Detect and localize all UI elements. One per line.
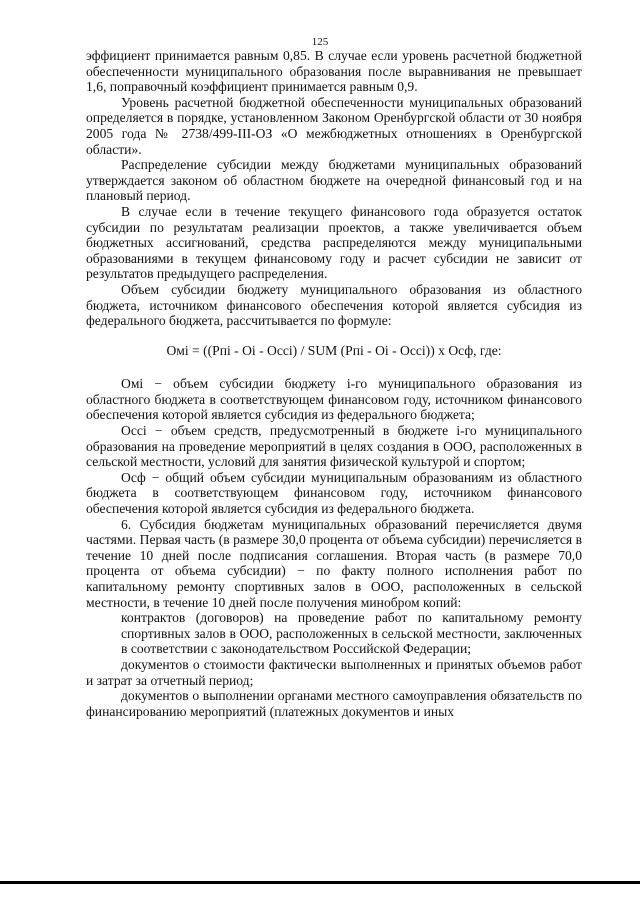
definition-ossi: Осcі − объем средств, предусмотренный в бюджете і-го муниципального образования на проведение мероприятий в целях создания в ООО, расположенных в сельской местности, условий для занятия физической культурой и спортом; (86, 423, 582, 470)
list-item-obligation-documents: документов о выполнении органами местного самоуправления обязательств по финансированию мероприятий (платежных документов и иных (86, 688, 582, 719)
paragraph-budget-level: Уровень расчетной бюджетной обеспеченности муниципальных образований определяется в порядке, установленном Законом Оренбургской области от 30 ноября 2005 года № 2738/499-III-ОЗ «О межбюджетных отношениях в Оренбургской области». (86, 94, 582, 157)
document-body (86, 48, 582, 719)
paragraph-distribution: Распределение субсидии между бюджетами муниципальных образований утверждается законом об областном бюджете на очередной финансовый год и на плановый период. (86, 157, 582, 204)
definition-osf: Осф − общий объем субсидии муниципальным образованиям из областного бюджета в соответствующем финансовом году, источником финансового обеспечения которой является субсидия из федерального бюджета. (86, 469, 582, 517)
page-number: 125 (311, 36, 329, 48)
list-item-contracts: контрактов (договоров) на проведение работ по капитальному ремонту спортивных залов в ООО, расположенных в сельской местности, заключенных в соответствии с законодательством Российской Федерации; (121, 610, 582, 657)
definition-omi: Омі − объем субсидии бюджету і-го муниципального образования из областного бюджета в соответствующем финансовом году, источником финансового обеспечения которой является субсидия из федерального бюджета; (86, 376, 582, 423)
paragraph-remainder: В случае если в течение текущего финансового года образуется остаток субсидии по результатам реализации проектов, а также увеличивается объем бюджетных ассигнований, средства распределяются между муниципальными образованиями в текущем финансовому году и расчет субсидии не зависит от результатов предыдущего распределения. (86, 203, 582, 282)
paragraph-coefficient-continuation: эффициент принимается равным 0,85. В случае если уровень расчетной бюджетной обеспеченности муниципального образования после выравнивания не превышает 1,6, поправочный коэффициент принимается равным 0,9. (86, 48, 582, 95)
formula: Омі = ((Рпі - Оі - Осcі) / SUM (Рпі - Оі - Осcі)) х Осф, где: (166, 342, 502, 358)
paragraph-item-6: 6. Субсидия бюджетам муниципальных образований перечисляется двумя частями. Первая часть (в размере 30,0 процента от объема субсидии) перечисляется в течение 10 дней после подписания соглашения. Вторая часть (в размере 70,0 процента от объема субсидии) − по факту полного исполнения работ по капитальному ремонту спортивных залов в ООО, расположенных в сельской местности, в течение 10 дней после получения минобром копий: (86, 516, 582, 610)
list-item-cost-documents: документов о стоимости фактически выполненных и принятых объемов работ и затрат за отчетный период; (86, 656, 582, 688)
bottom-border-line (0, 881, 640, 884)
paragraph-formula-intro: Объем субсидии бюджету муниципального образования из областного бюджета, источником финансового обеспечения которой является субсидия из федерального бюджета, рассчитывается по формуле: (86, 281, 582, 329)
